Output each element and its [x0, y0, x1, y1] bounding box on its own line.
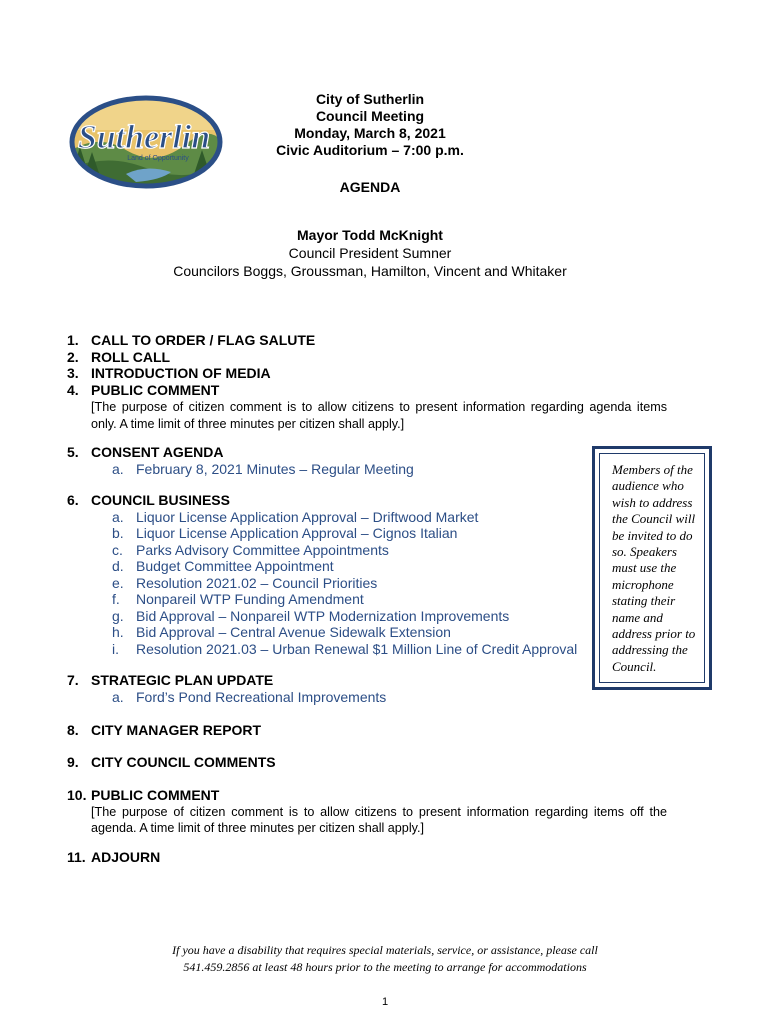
sub-item-text: Ford’s Pond Recreational Improvements — [136, 688, 387, 705]
item-label: PUBLIC COMMENT — [91, 787, 220, 803]
sub-item-text: Resolution 2021.02 – Council Priorities — [136, 574, 378, 591]
accessibility-footer — [100, 942, 670, 976]
agenda-item — [67, 332, 667, 349]
sub-item — [67, 641, 667, 658]
agenda-title: AGENDA — [339, 179, 401, 195]
item-number: 4. — [67, 381, 79, 398]
sub-item-text: Liquor License Application Approval – Cignos Italian — [136, 525, 458, 541]
sub-item — [67, 509, 667, 526]
sub-item-text: Bid Approval – Nonpareil WTP Modernization Improvements — [136, 607, 510, 624]
item-number: 5. — [67, 444, 79, 460]
header-mayor: Mayor Todd McKnight — [297, 227, 443, 243]
sub-item — [67, 558, 667, 575]
sub-item — [67, 689, 667, 706]
sub-item-letter: e. — [112, 574, 124, 591]
sub-item-text: Budget Committee Appointment — [136, 558, 334, 574]
sub-item-letter: i. — [112, 640, 119, 657]
item-label: ADJOURN — [91, 849, 161, 865]
strategic-plan-section — [67, 672, 667, 705]
page-number: 1 — [381, 996, 389, 1008]
sub-item-text: February 8, 2021 Minutes – Regular Meeting — [136, 460, 414, 477]
sub-item-letter: a. — [112, 508, 124, 525]
public-comment-note: [The purpose of citizen comment is to allow citizens to present information regarding agenda items only. A time limit of three minutes per citizen shall apply.] — [91, 400, 667, 431]
agenda-item — [67, 382, 667, 399]
speaker-notice-text: Members of the audience who wish to address the Council will be invited to do so. Speakers must use the microphone stating their name and address prior to addressing the Council. — [612, 462, 696, 674]
adjourn-section — [67, 849, 667, 866]
item-label: STRATEGIC PLAN UPDATE — [91, 672, 274, 688]
logo-tagline: Land of Opportunity — [127, 155, 189, 162]
header-location: Civic Auditorium – 7:00 p.m. — [276, 142, 464, 158]
item-label: COUNCIL BUSINESS — [91, 492, 230, 508]
agenda-items-1-4 — [67, 332, 667, 432]
item-label: PUBLIC COMMENT — [91, 381, 220, 398]
header-date: Monday, March 8, 2021 — [294, 125, 446, 141]
sub-item-letter: c. — [112, 541, 123, 558]
header-councilors: Councilors Boggs, Groussman, Hamilton, Vincent and Whitaker — [173, 263, 567, 279]
sub-item — [67, 624, 667, 641]
sub-item-letter: b. — [112, 525, 124, 541]
council-comments-section — [67, 754, 667, 771]
item-label: CITY COUNCIL COMMENTS — [91, 754, 276, 770]
sub-item-text: Liquor License Application Approval – Driftwood Market — [136, 508, 479, 525]
sub-item — [67, 461, 667, 478]
sub-item — [67, 525, 667, 542]
item-number: 10. — [67, 787, 87, 803]
city-manager-section — [67, 722, 667, 739]
sub-item-text: Bid Approval – Central Avenue Sidewalk Extension — [136, 624, 451, 640]
sub-item-letter: f. — [112, 591, 120, 607]
item-label: ROLL CALL — [91, 348, 171, 365]
council-business-section — [67, 492, 667, 657]
sub-item — [67, 575, 667, 592]
sub-item-letter: a. — [112, 688, 124, 705]
agenda-item — [67, 365, 667, 382]
item-number: 6. — [67, 492, 79, 508]
item-label: CITY MANAGER REPORT — [91, 722, 262, 738]
sub-item-letter: d. — [112, 558, 124, 574]
sub-item-text: Parks Advisory Committee Appointments — [136, 541, 389, 558]
footer-line-2: 541.459.2856 at least 48 hours prior to the meeting to arrange for accommodations — [183, 960, 587, 974]
item-number: 2. — [67, 348, 79, 365]
sub-item-text: Resolution 2021.03 – Urban Renewal $1 Million Line of Credit Approval — [136, 640, 578, 657]
sub-item-text: Nonpareil WTP Funding Amendment — [136, 591, 364, 607]
item-number: 1. — [67, 332, 79, 348]
header-meeting: Council Meeting — [315, 108, 425, 124]
item-number: 8. — [67, 722, 79, 738]
agenda-item — [67, 349, 667, 366]
item-label: CALL TO ORDER / FLAG SALUTE — [91, 332, 316, 348]
public-comment-2-note: [The purpose of citizen comment is to allow citizens to present information regarding items off the agenda. A time limit of three minutes per citizen shall apply.] — [91, 804, 667, 835]
footer-line-1: If you have a disability that requires special materials, service, or assistance, please call — [172, 943, 598, 957]
public-comment-2-section — [67, 787, 667, 837]
sub-item — [67, 542, 667, 559]
sub-item-letter: a. — [112, 460, 124, 477]
item-label: CONSENT AGENDA — [91, 444, 224, 460]
sub-item — [67, 608, 667, 625]
item-number: 11. — [67, 849, 86, 865]
logo-wordmark: Sutherlin — [77, 119, 211, 156]
item-number: 9. — [67, 754, 79, 770]
sub-item-letter: h. — [112, 624, 124, 640]
item-number: 7. — [67, 672, 79, 688]
item-label: INTRODUCTION OF MEDIA — [91, 365, 271, 381]
header-president: Council President Sumner — [288, 245, 452, 261]
item-number: 3. — [67, 365, 79, 381]
sub-item-letter: g. — [112, 607, 124, 624]
header-city: City of Sutherlin — [315, 91, 425, 107]
consent-agenda-section — [67, 444, 667, 477]
sub-item — [67, 591, 667, 608]
